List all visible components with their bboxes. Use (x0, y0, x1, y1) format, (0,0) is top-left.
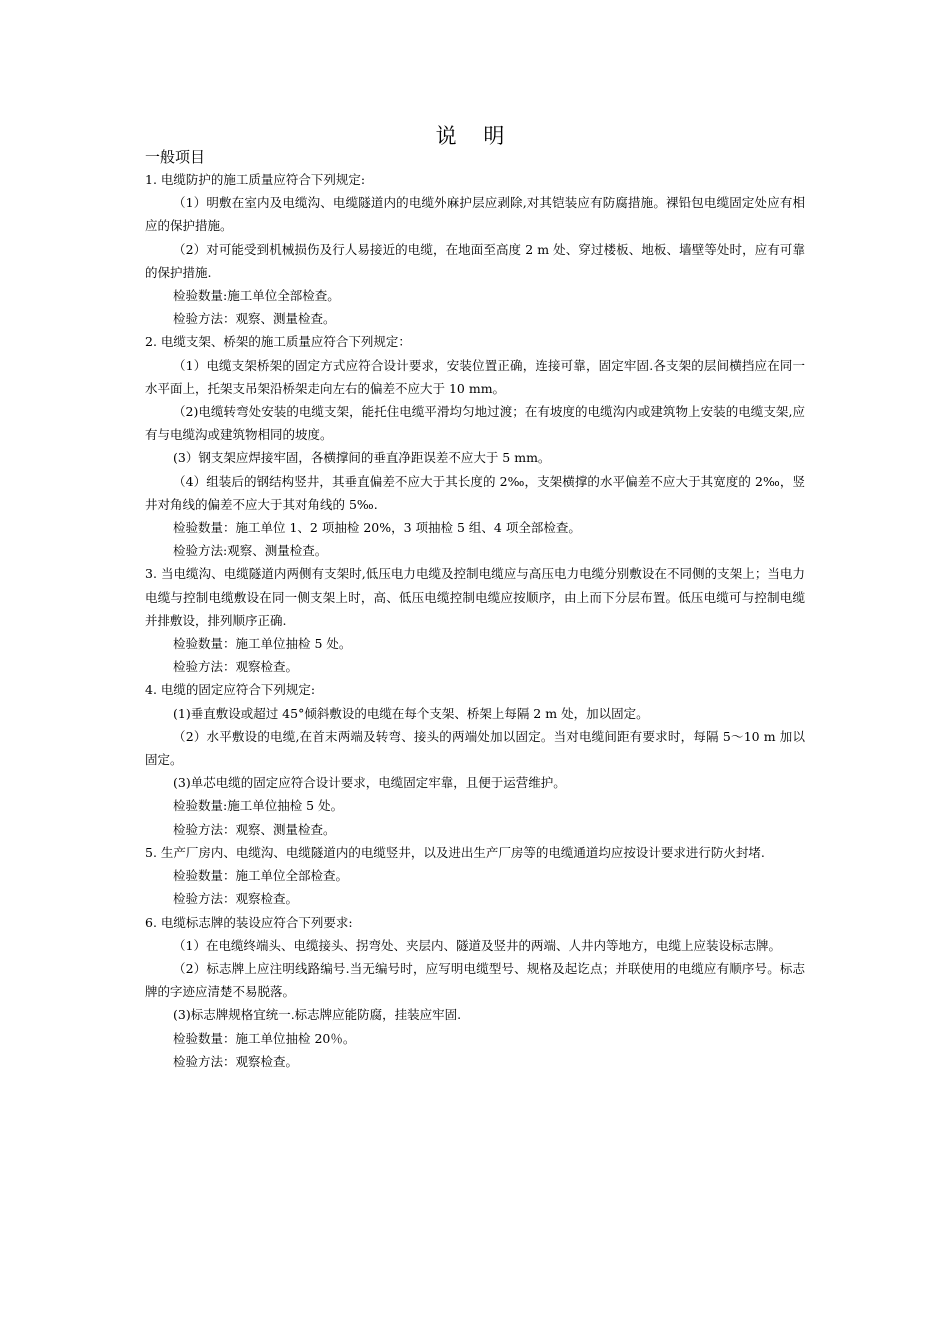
item-1-inspection-method: 检验方法：观察、测量检查。 (173, 311, 336, 327)
item-3-heading: 3. 当电缆沟、电缆隧道内两侧有支架时,低压电力电缆及控制电缆应与高压电力电缆分别敷设在不同侧的支架上；当电力电缆与控制电缆敷设在同一侧支架上时，高、低压电缆控制电缆应按顺序，由上而下分层布置。低压电缆可与控制电缆并排敷设，排列顺序正确. (145, 566, 805, 628)
item-4-paragraph: (3)单芯电缆的固定应符合设计要求，电缆固定牢靠，且便于运营维护。 (173, 775, 566, 791)
item-2-inspection-quantity: 检验数量：施工单位 1、2 项抽检 20%，3 项抽检 5 组、4 项全部检查。 (173, 520, 581, 536)
item-2-inspection-method: 检验方法:观察、测量检查。 (173, 543, 328, 559)
item-6-paragraph: (3)标志牌规格宜统一.标志牌应能防腐，挂装应牢固. (173, 1007, 462, 1023)
item-6-inspection-quantity: 检验数量：施工单位抽检 20％。 (173, 1030, 356, 1046)
item-2-heading: 2. 电缆支架、桥架的施工质量应符合下列规定： (145, 334, 411, 350)
item-4-paragraph: （2）水平敷设的电缆,在首末两端及转弯、接头的两端处加以固定。当对电缆间距有要求时，每隔 5～10 m 加以固定。 (145, 728, 805, 768)
item-3-inspection-method: 检验方法：观察检查。 (173, 659, 299, 675)
item-4-inspection-method: 检验方法：观察、测量检查。 (173, 821, 336, 837)
item-2-paragraph: （1）电缆支架桥架的固定方式应符合设计要求，安装位置正确，连接可靠，固定牢固.各支架的层间横挡应在同一水平面上，托架支吊架沿桥架走向左右的偏差不应大于 10 mm。 (145, 357, 805, 396)
item-1-paragraph: （2）对可能受到机械损伤及行人易接近的电缆，在地面至高度 2 m 处、穿过楼板、地板、墙壁等处时，应有可靠的保护措施. (145, 241, 805, 280)
item-3-inspection-quantity: 检验数量：施工单位抽检 5 处。 (173, 636, 352, 652)
item-2-paragraph: （2)电缆转弯处安装的电缆支架，能托住电缆平滑均匀地过渡；在有坡度的电缆沟内或建筑物上安装的电缆支架,应有与电缆沟或建筑物相同的坡度。 (145, 404, 805, 443)
document-body (145, 168, 805, 1073)
section-heading: 一般项目 (145, 148, 206, 166)
item-6-heading: 6. 电缆标志牌的装设应符合下列要求: (145, 914, 353, 930)
item-6-paragraph: （2）标志牌上应注明线路编号.当无编号时，应写明电缆型号、规格及起讫点；并联使用的电缆应有顺序号。标志牌的字迹应清楚不易脱落。 (145, 960, 805, 1000)
item-4-inspection-quantity: 检验数量:施工单位抽检 5 处。 (173, 798, 344, 814)
item-4-paragraph: (1)垂直敷设或超过 45°倾斜敷设的电缆在每个支架、桥架上每隔 2 m 处，加以固定。 (173, 705, 649, 721)
item-4-heading: 4. 电缆的固定应符合下列规定: (145, 682, 316, 698)
item-6-inspection-method: 检验方法：观察检查。 (173, 1053, 299, 1069)
item-2-paragraph: (3）钢支架应焊接牢固，各横撑间的垂直净距误差不应大于 5 mm。 (173, 450, 551, 466)
item-5-inspection-quantity: 检验数量：施工单位全部检查。 (173, 868, 349, 884)
item-1-heading: 1. 电缆防护的施工质量应符合下列规定: (145, 172, 366, 187)
page-title: 说 明 (435, 124, 515, 148)
item-2-paragraph: （4）组装后的钢结构竖井，其垂直偏差不应大于其长度的 2‰，支架横撑的水平偏差不应大于其宽度的 2‰，竖井对角线的偏差不应大于其对角线的 5‰. (145, 473, 805, 512)
item-5-heading: 5. 生产厂房内、电缆沟、电缆隧道内的电缆竖井，以及进出生产厂房等的电缆通道均应按设计要求进行防火封堵. (145, 844, 765, 860)
item-6-paragraph: （1）在电缆终端头、电缆接头、拐弯处、夹层内、隧道及竖井的两端、人井内等地方，电缆上应装设标志牌。 (173, 937, 781, 953)
item-1-inspection-quantity: 检验数量:施工单位全部检查。 (173, 288, 340, 304)
item-1-paragraph: （1）明敷在室内及电缆沟、电缆隧道内的电缆外麻护层应剥除,对其铠装应有防腐措施。裸铅包电缆固定处应有相应的保护措施。 (145, 195, 805, 234)
item-5-inspection-method: 检验方法：观察检查。 (173, 891, 299, 907)
